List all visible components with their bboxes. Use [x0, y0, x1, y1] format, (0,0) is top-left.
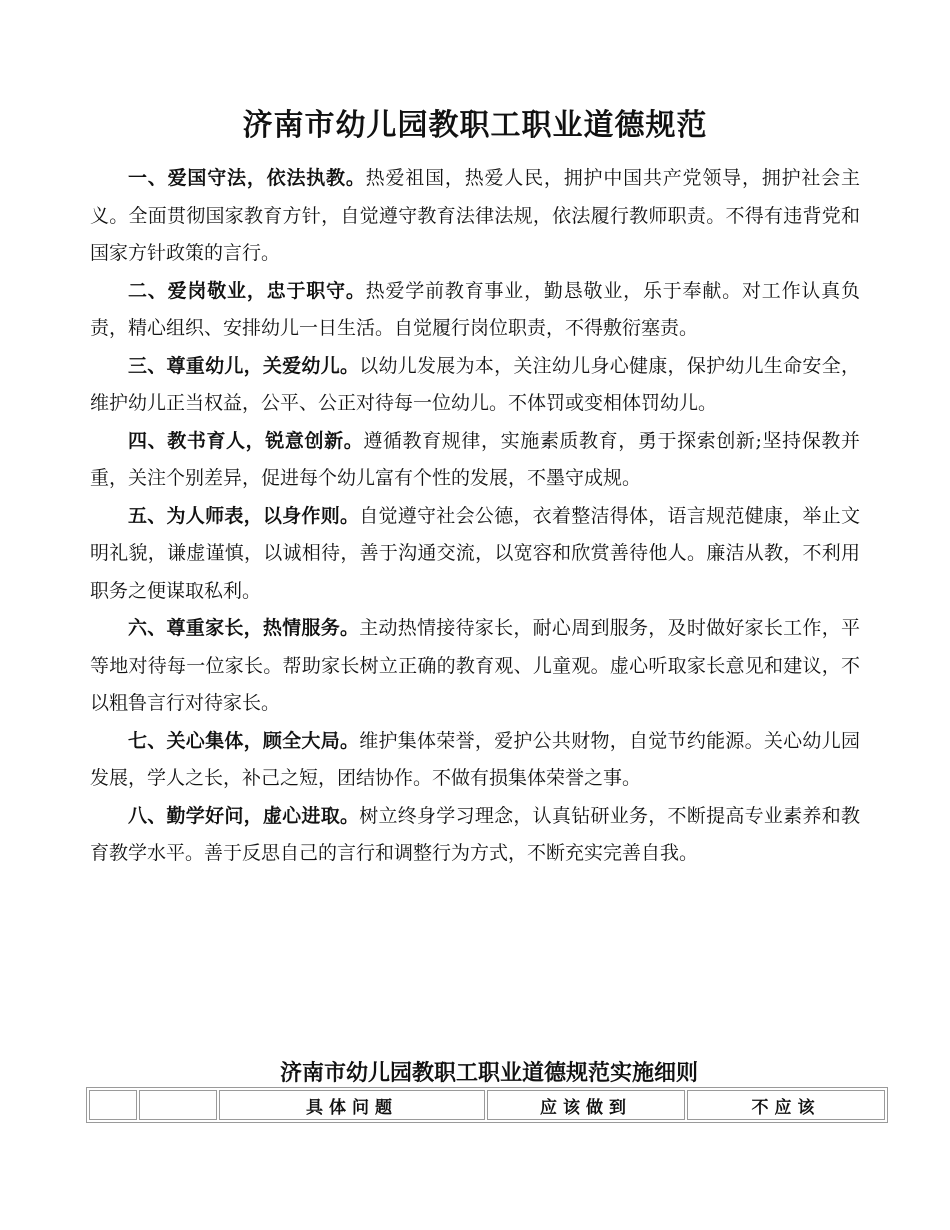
implementation-rules-table — [86, 1087, 888, 1123]
section-paragraph — [90, 723, 860, 798]
column-header-specific-issue: 具体问题 — [219, 1090, 485, 1120]
column-header-should-not: 不应该 — [687, 1090, 885, 1120]
column-header-blank-2 — [139, 1090, 217, 1120]
section-paragraph — [90, 423, 860, 498]
section-text: 热爱学前教育事业，勤恳敬业，乐于奉献。对工作认真负责，精心组织、安排幼儿一日生活。自觉履行岗位职责，不得敷衍塞责。 — [90, 279, 860, 339]
code-of-conduct-body — [90, 160, 860, 873]
table-header-row — [89, 1090, 885, 1120]
column-header-blank-1 — [89, 1090, 137, 1120]
section-heading: 七、关心集体，顾全大局。 — [128, 729, 360, 752]
section-paragraph — [90, 610, 860, 723]
section-text: 树立终身学习理念，认真钻研业务，不断提高专业素养和教育教学水平。善于反思自己的言行和调整行为方式，不断充实完善自我。 — [90, 804, 860, 864]
section-heading: 四、教书育人，锐意创新。 — [128, 429, 364, 452]
section-heading: 六、尊重家长，热情服务。 — [128, 617, 360, 639]
section-paragraph — [90, 798, 860, 873]
section-heading: 八、勤学好问，虚心进取。 — [128, 804, 360, 827]
section-heading: 三、尊重幼儿，关爱幼儿。 — [128, 354, 360, 377]
table-title: 济南市幼儿园教职工职业道德规范实施细则 — [279, 1060, 698, 1087]
page-title: 济南市幼儿园教职工职业道德规范 — [242, 108, 708, 144]
section-paragraph — [90, 348, 860, 423]
section-heading: 二、爱岗敬业，忠于职守。 — [128, 279, 366, 302]
section-paragraph — [90, 498, 860, 611]
section-text: 热爱祖国，热爱人民，拥护中国共产党领导，拥护社会主义。全面贯彻国家教育方针，自觉遵守教育法律法规，依法履行教师职责。不得有违背党和国家方针政策的言行。 — [90, 167, 860, 264]
section-text: 以幼儿发展为本，关注幼儿身心健康，保护幼儿生命安全，维护幼儿正当权益，公平、公正对待每一位幼儿。不体罚或变相体罚幼儿。 — [90, 354, 860, 414]
section-text: 维护集体荣誉，爱护公共财物，自觉节约能源。关心幼儿园发展，学人之长，补己之短，团结协作。不做有损集体荣誉之事。 — [90, 729, 860, 789]
section-paragraph — [90, 273, 860, 348]
section-text: 主动热情接待家长，耐心周到服务，及时做好家长工作，平等地对待每一位家长。帮助家长树立正确的教育观、儿童观。虚心听取家长意见和建议，不以粗鲁言行对待家长。 — [90, 617, 860, 714]
section-text: 自觉遵守社会公德，衣着整洁得体，语言规范健康，举止文明礼貌，谦虚谨慎，以诚相待，善于沟通交流，以宽容和欣赏善待他人。廉洁从教，不利用职务之便谋取私利。 — [90, 504, 860, 602]
section-heading: 一、爱国守法，依法执教。 — [128, 167, 366, 189]
column-header-should-do: 应该做到 — [487, 1090, 685, 1120]
section-text: 遵循教育规律，实施素质教育，勇于探索创新;坚持保教并重，关注个别差异，促进每个幼儿富有个性的发展，不墨守成规。 — [90, 429, 860, 489]
section-heading: 五、为人师表，以身作则。 — [128, 504, 360, 527]
section-paragraph — [90, 160, 860, 273]
